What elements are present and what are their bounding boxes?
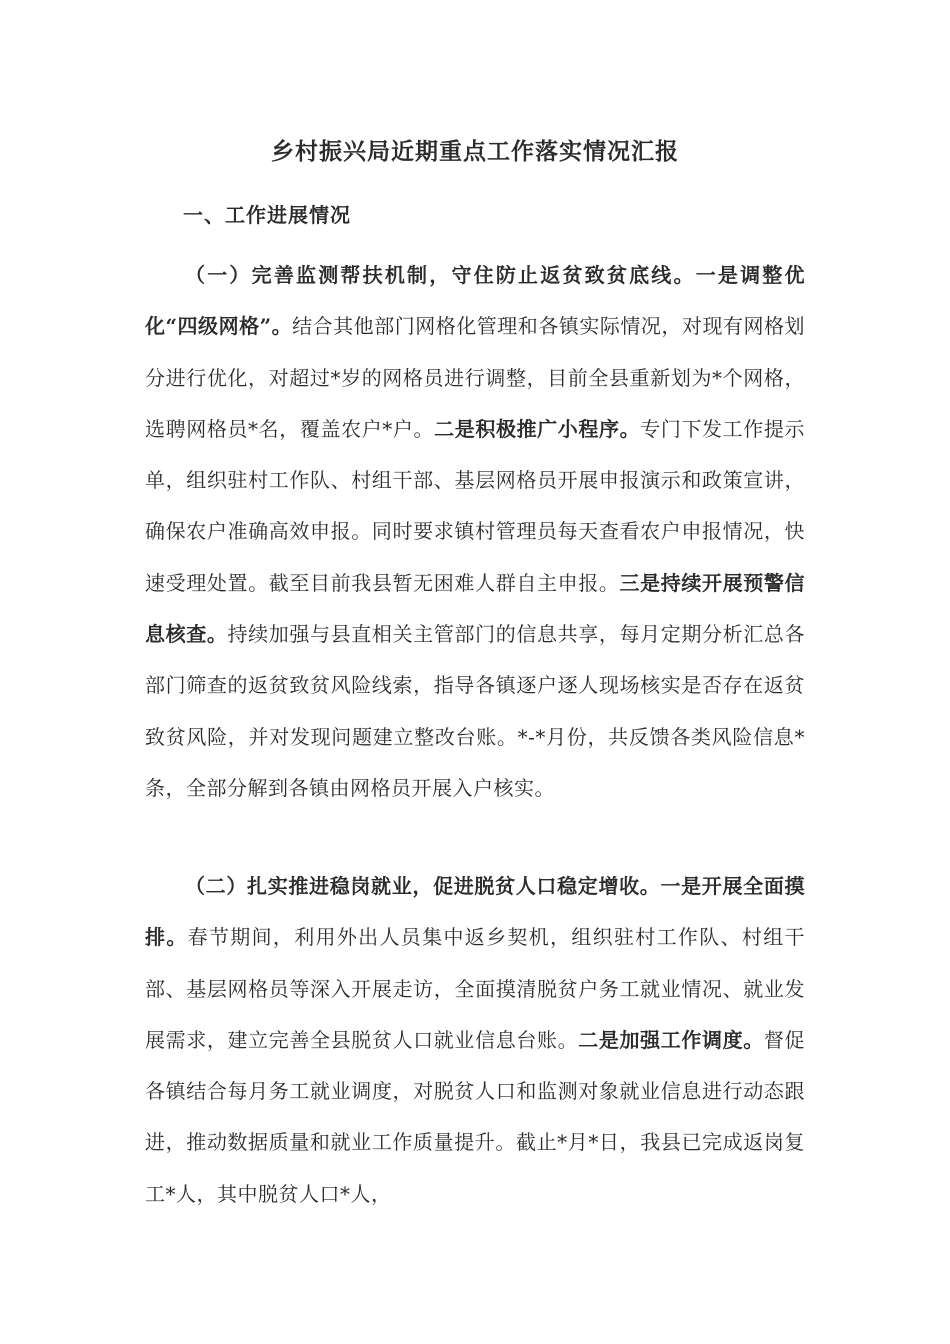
document-title: 乡村振兴局近期重点工作落实情况汇报 [271, 138, 679, 165]
paragraph-monitoring [145, 250, 805, 814]
item-bold: 二是积极推广小程序。 [434, 416, 641, 441]
section-heading: 一、工作进展情况 [183, 203, 351, 227]
item-text: 督促各镇结合每月务工就业调度，对脱贫人口和监测对象就业信息进行动态跟进，推动数据质量和就业工作质量提升。截止*月*日，我县已完成返岗复工*人，其中脱贫人口*人， [145, 1027, 806, 1206]
item-bold: 一是调整优化“四级网格”。 [145, 263, 806, 339]
item-bold: 一是开展全面摸排。 [145, 874, 806, 950]
paragraph-lead: （一）完善监测帮扶机制，守住防止返贫致贫底线。 [185, 263, 696, 287]
paragraph-employment [145, 861, 805, 1220]
item-text: 持续加强与县直相关主管部门的信息共享，每月定期分析汇总各部门筛查的返贫致贫风险线索，指导各镇逐户逐人现场核实是否存在返贫致贫风险，并对发现问题建立整改台账。*-*月份，共反馈各类风险信息*条，全部分解到各镇由网格员开展入户核实。 [145, 622, 806, 800]
item-text: 春节期间，利用外出人员集中返乡契机，组织驻村工作队、村组干部、基层网格员等深入开展走访，全面摸清脱贫户务工就业情况、就业发展需求，建立完善全县脱贫人口就业信息台账。 [145, 925, 806, 1052]
item-text: 结合其他部门网格化管理和各镇实际情况，对现有网格划分进行优化，对超过*岁的网格员进行调整，目前全县重新划为*个网格，选聘网格员*名，覆盖农户*户。 [145, 314, 806, 441]
item-bold: 二是加强工作调度。 [578, 1027, 764, 1052]
item-bold: 三是持续开展预警信息核查。 [145, 570, 806, 647]
paragraph-lead: （二）扎实推进稳岗就业，促进脱贫人口稳定增收。 [185, 874, 661, 898]
item-text: 专门下发工作提示单，组织驻村工作队、村组干部、基层网格员开展申报演示和政策宣讲，确保农户准确高效申报。同时要求镇村管理员每天查看农户申报情况，快速受理处置。截至目前我县暂无困难人群自主申报。 [145, 416, 805, 595]
